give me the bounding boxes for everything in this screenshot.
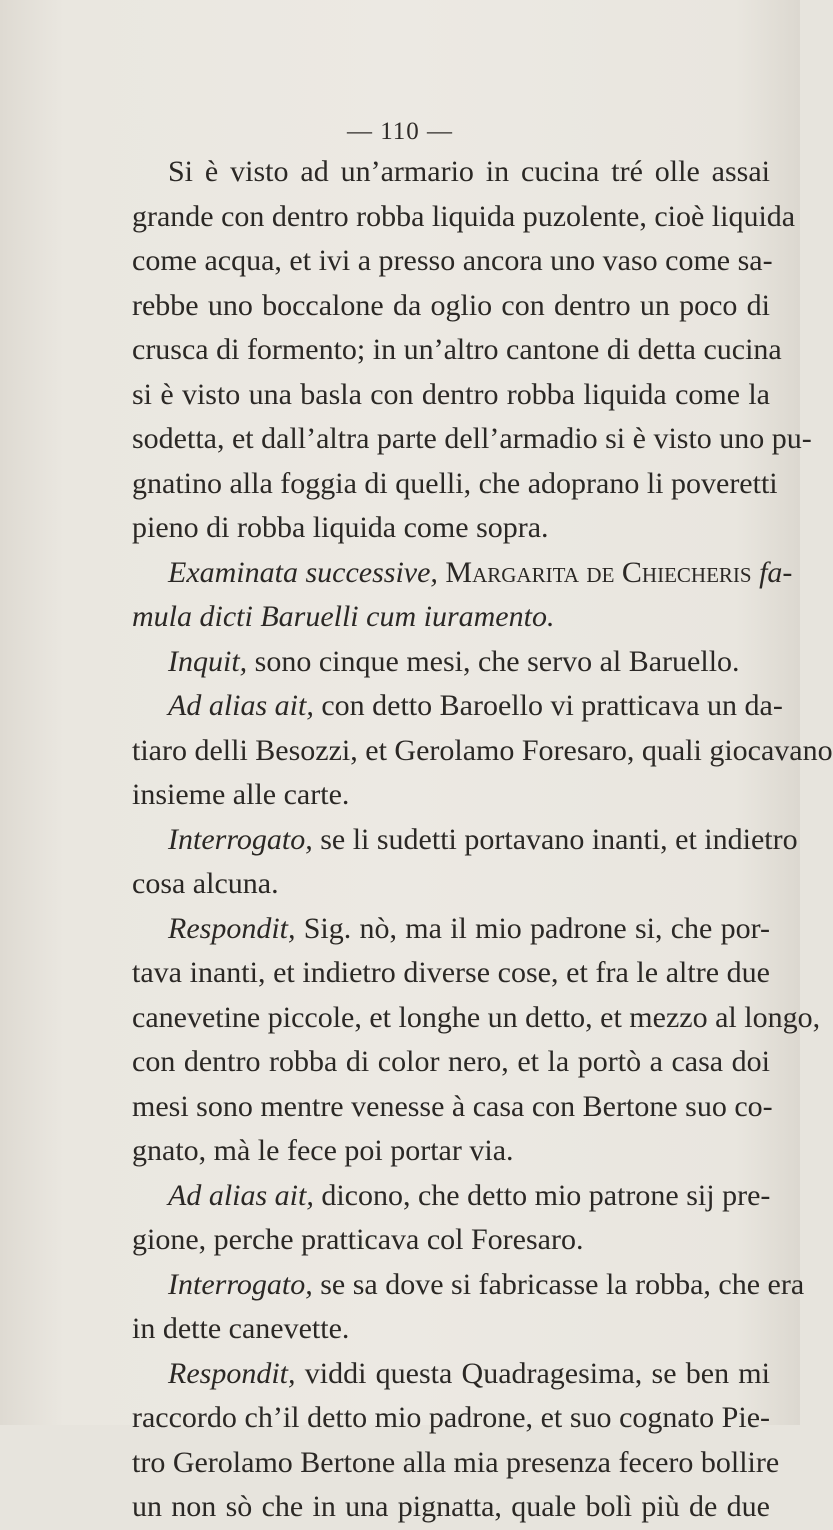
page-text <box>132 150 833 1530</box>
text-segment: viddi questa Quadragesima, se ben mi <box>304 1356 770 1390</box>
text-segment: con dentro robba di color nero, et la portò a casa doi <box>132 1045 770 1078</box>
text-line <box>132 951 770 996</box>
text-line <box>132 595 770 640</box>
text-line <box>132 862 770 907</box>
text-segment: raccordo ch’il detto mio padrone, et suo cognato Pie- <box>132 1401 770 1434</box>
text-segment: rebbe uno boccalone da oglio con dentro un poco di <box>132 288 770 322</box>
text-segment: pieno di robba liquida come sopra. <box>132 511 549 544</box>
text-line <box>132 1129 770 1174</box>
text-segment: Respondit, <box>168 1356 305 1390</box>
text-segment: fa- <box>751 555 793 589</box>
text-segment: gione, perche pratticava col Foresaro. <box>132 1223 584 1256</box>
text-segment: grande con dentro robba liquida puzolente, cioè liquida <box>132 199 796 233</box>
text-line <box>132 417 812 462</box>
text-segment: in dette canevette. <box>132 1312 350 1345</box>
text-segment: tro Gerolamo Bertone alla mia presenza fecero bollire <box>132 1445 780 1479</box>
text-segment: tiaro delli Besozzi, et Gerolamo Foresaro, quali giocavano <box>132 733 833 767</box>
text-segment: Sig. nò, ma il mio padrone si, che por- <box>303 911 770 945</box>
text-segment: tava inanti, et indietro diverse cose, et fra le altre due <box>132 956 770 989</box>
text-line <box>132 506 770 551</box>
text-segment: Interrogato, <box>168 1267 321 1301</box>
text-segment: insieme alle carte. <box>132 778 350 811</box>
text-line <box>132 1218 770 1263</box>
text-segment: canevetine piccole, et longhe un detto, et mezzo al longo, <box>132 1000 821 1034</box>
page-number: — 110 — <box>346 118 454 145</box>
text-line <box>132 284 770 329</box>
text-segment: si è visto una basla con dentro robba liquida come la <box>132 377 770 411</box>
text-segment: cosa alcuna. <box>132 867 279 900</box>
text-line <box>132 684 783 729</box>
text-line <box>132 640 770 685</box>
text-segment: Examinata successive, <box>168 555 446 589</box>
text-segment: come acqua, et ivi a presso ancora uno vaso come sa- <box>132 244 773 277</box>
text-line <box>132 996 821 1041</box>
text-line <box>132 1085 773 1130</box>
text-segment: mula dicti Baruelli cum iuramento. <box>132 600 555 633</box>
text-segment: mesi sono mentre venesse à casa con Bertone suo co- <box>132 1089 773 1123</box>
text-segment: Interrogato, <box>168 822 321 856</box>
text-line <box>132 239 773 284</box>
text-line <box>132 907 770 952</box>
text-segment: un non sò che in una pignatta, quale bolì più de due <box>132 1490 770 1523</box>
text-line <box>132 1396 770 1441</box>
text-segment: Inquit, <box>168 644 255 678</box>
text-segment: se li sudetti portavano inanti, et indietro <box>320 822 798 856</box>
text-segment: se sa dove si fabricasse la robba, che era <box>320 1267 805 1301</box>
text-line <box>132 462 778 507</box>
text-segment: Respondit, <box>168 911 304 945</box>
text-line <box>132 729 833 774</box>
text-line <box>132 773 770 818</box>
text-line <box>132 1352 770 1397</box>
text-line <box>132 1485 770 1530</box>
text-segment: Margarita de Chiecheris <box>445 555 752 589</box>
text-line <box>132 373 770 418</box>
text-segment: crusca di formento; in un’altro cantone di detta cucina <box>132 333 782 366</box>
text-line <box>132 1040 770 1085</box>
text-line <box>132 1307 770 1352</box>
text-segment: Ad alias ait, <box>168 689 322 722</box>
text-segment: sono cinque mesi, che servo al Baruello. <box>254 644 740 678</box>
text-segment: con detto Baroello vi pratticava un da- <box>321 689 783 722</box>
text-segment: Si è visto ad un’armario in cucina tré olle assai <box>168 155 770 188</box>
text-segment: sodetta, et dall’altra parte dell’armadio si è visto uno pu- <box>132 422 812 455</box>
text-line <box>132 1174 770 1219</box>
text-line <box>132 150 770 195</box>
text-segment: Ad alias ait, <box>168 1178 322 1212</box>
text-line <box>132 818 798 863</box>
text-line <box>132 195 796 240</box>
text-line <box>132 1263 805 1308</box>
text-line <box>132 328 782 373</box>
text-segment: gnatino alla foggia di quelli, che adoprano li poveretti <box>132 466 778 500</box>
text-segment: dicono, che detto mio patrone sij pre- <box>321 1178 771 1212</box>
text-line <box>132 1441 780 1486</box>
text-line <box>132 551 793 596</box>
text-segment: gnato, mà le fece poi portar via. <box>132 1134 514 1167</box>
